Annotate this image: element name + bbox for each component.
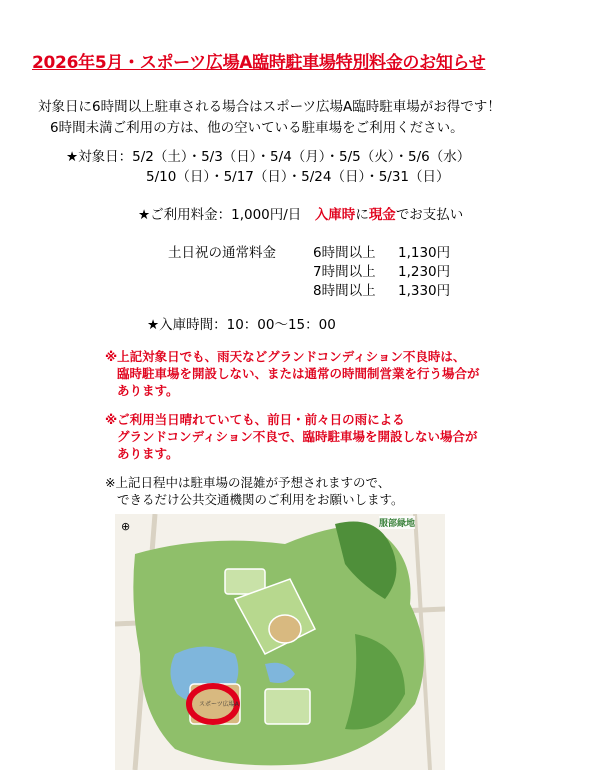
fee-cash: 現金	[368, 207, 396, 223]
note-2-line-3: あります。	[117, 446, 179, 461]
fee-entry-time: 入庫時	[314, 207, 356, 223]
normal-fee-price-1: 1,130円	[398, 245, 451, 261]
normal-fee-label: 土日祝の通常料金	[168, 245, 276, 261]
normal-fee-hours-3: 8時間以上	[313, 283, 376, 299]
page-title: 2026年5月・スポーツ広場A臨時駐車場特別料金のお知らせ	[32, 53, 486, 73]
normal-fee-hours-2: 7時間以上	[313, 264, 376, 280]
intro-line-2: 6時間未満ご利用の方は、他の空いている駐車場をご利用ください。	[50, 120, 464, 136]
entry-hours: ★入庫時間：10：00～15：00	[147, 317, 336, 333]
normal-fee-hours-1: 6時間以上	[313, 245, 376, 261]
note-2-line-2: グランドコンディション不良で、臨時駐車場を開設しない場合が	[117, 429, 478, 444]
note-3-line-2: できるだけ公共交通機関のご利用をお願いします。	[117, 492, 404, 507]
north-arrow-icon: ⊕	[121, 520, 131, 533]
park-map-graphic	[115, 514, 445, 770]
target-dates-list-1: 5/2（土）・5/3（日）・5/4（月）・5/5（火）・5/6（水）	[132, 149, 471, 165]
note-1-line-1: ※上記対象日でも、雨天などグランドコンディション不良時は、	[105, 349, 466, 364]
fee-prefix: ★ご利用料金：1,000円/日	[138, 207, 315, 223]
note-3-line-1: ※上記日程中は駐車場の混雑が予想されますので、	[105, 475, 391, 490]
note-1-line-2: 臨時駐車場を開設しない、または通常の時間制営業を行う場合が	[117, 366, 480, 381]
fee-mid: に	[355, 207, 369, 223]
intro-line-1: 対象日に6時間以上駐車される場合はスポーツ広場A臨時駐車場がお得です！	[38, 99, 501, 115]
normal-fee-price-3: 1,330円	[398, 283, 451, 299]
note-1-line-3: あります。	[117, 383, 179, 398]
normal-fee-price-2: 1,230円	[398, 264, 451, 280]
map-area-label: 服部緑地	[379, 516, 415, 529]
target-dates-line-1	[66, 148, 470, 166]
fee-line	[138, 206, 463, 224]
target-dates-line-2: 5/10（日）・5/17（日）・5/24（日）・5/31（日）	[146, 169, 450, 185]
park-map	[115, 514, 445, 770]
fee-suffix: でお支払い	[395, 207, 464, 223]
note-2-line-1: ※ご利用当日晴れていても、前日・前々日の雨による	[105, 412, 405, 427]
target-dates-label: ★対象日：	[66, 149, 133, 165]
map-spot-label: スポーツ広場A	[199, 701, 239, 708]
